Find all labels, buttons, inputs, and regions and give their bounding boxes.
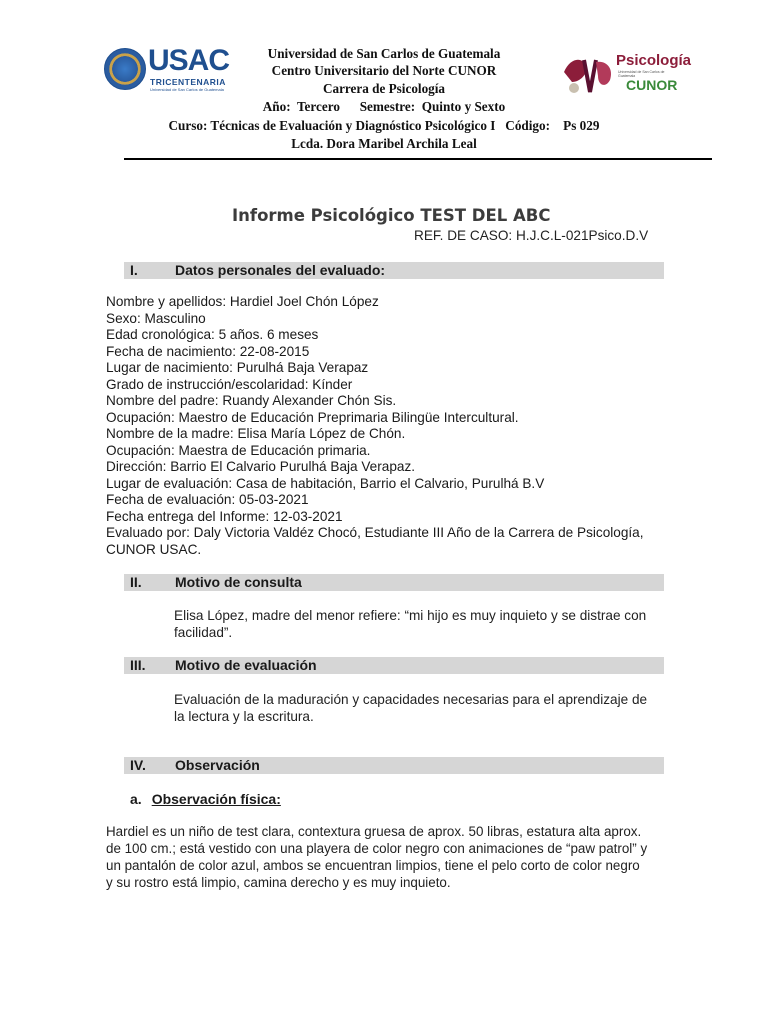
section-heading-consulta bbox=[124, 574, 664, 591]
data-line: Ocupación: Maestra de Educación primaria. bbox=[106, 442, 371, 458]
personal-data-list bbox=[106, 294, 666, 558]
data-line: Edad cronológica: 5 años. 6 meses bbox=[106, 327, 319, 342]
paragraph-line: y su rostro está limpio, camina derecho y es muy inquieto. bbox=[106, 875, 451, 890]
data-line: Fecha entrega del Informe: 12-03-2021 bbox=[106, 508, 343, 524]
paragraph-line: un pantalón de color azul, ambos se encuentran limpios, tiene el pelo corto de color negro bbox=[106, 858, 640, 873]
header-course: Curso: Técnicas de Evaluación y Diagnóstico Psicológico I Código: Ps 029 bbox=[168, 118, 600, 133]
section-number: IV. bbox=[130, 757, 146, 773]
data-line: Fecha de evaluación: 05-03-2021 bbox=[106, 492, 309, 507]
data-line: Lugar de nacimiento: Purulhá Baja Verapaz bbox=[106, 360, 369, 375]
paragraph-line: facilidad”. bbox=[174, 625, 233, 640]
paragraph-line: la lectura y la escritura. bbox=[174, 709, 314, 724]
paragraph-line: de 100 cm.; está vestido con una playera de color negro con animaciones de “paw patrol” y bbox=[106, 841, 648, 856]
usac-logo-tagline: Universidad de San Carlos de Guatemala bbox=[150, 87, 224, 92]
data-line: Nombre y apellidos: Hardiel Joel Chón López bbox=[106, 294, 379, 309]
data-line: Nombre de la madre: Elisa María López de Chón. bbox=[106, 426, 406, 441]
subsection-heading-fisica bbox=[130, 791, 281, 807]
data-line: Evaluado por: Daly Victoria Valdéz Chocó, Estudiante III Año de la Carrera de Psicología, bbox=[106, 525, 644, 540]
data-line: Dirección: Barrio El Calvario Purulhá Baja Verapaz. bbox=[106, 459, 416, 474]
section-title: Motivo de consulta bbox=[175, 574, 302, 590]
header-university: Universidad de San Carlos de Guatemala bbox=[267, 46, 501, 61]
document-title: Informe Psicológico TEST DEL ABC bbox=[232, 206, 551, 225]
cunor-logo-text: CUNOR bbox=[626, 77, 678, 93]
subsection-title: Observación física: bbox=[151, 791, 281, 807]
data-line: Fecha de nacimiento: 22-08-2015 bbox=[106, 343, 310, 359]
paragraph-line: Evaluación de la maduración y capacidades necesarias para el aprendizaje de bbox=[174, 692, 648, 707]
header-professor: Lcda. Dora Maribel Archila Leal bbox=[291, 136, 477, 151]
header-year-semester: Año: Tercero Semestre: Quinto y Sexto bbox=[262, 99, 506, 114]
header-career: Carrera de Psicología bbox=[322, 81, 446, 96]
section-title: Datos personales del evaluado: bbox=[175, 262, 386, 278]
data-line: Sexo: Masculino bbox=[106, 310, 206, 326]
section-number: II. bbox=[130, 574, 142, 590]
header-center: Centro Universitario del Norte CUNOR bbox=[271, 63, 497, 78]
evaluacion-paragraph bbox=[174, 691, 664, 725]
section-number: III. bbox=[130, 657, 146, 673]
case-reference: REF. DE CASO: H.J.C.L-021Psico.D.V bbox=[414, 228, 649, 243]
paragraph-line: Hardiel es un niño de test clara, contextura gruesa de aprox. 50 libras, estatura alta aprox. bbox=[106, 824, 642, 839]
observacion-paragraph bbox=[106, 823, 666, 891]
usac-logo-text: USAC bbox=[148, 44, 230, 77]
section-title: Observación bbox=[175, 757, 260, 773]
data-line: CUNOR USAC. bbox=[106, 541, 202, 557]
paragraph-line: Elisa López, madre del menor refiere: “mi hijo es muy inquieto y se distrae con bbox=[174, 608, 647, 623]
section-title: Motivo de evaluación bbox=[175, 657, 317, 673]
psicologia-logo-tagline: Universidad de San Carlos de Guatemala bbox=[618, 70, 665, 78]
subsection-letter: a. bbox=[130, 791, 142, 807]
header-divider bbox=[124, 158, 712, 160]
section-heading-datos bbox=[124, 262, 664, 279]
section-heading-observacion bbox=[124, 757, 664, 774]
section-heading-evaluacion bbox=[124, 657, 664, 674]
data-line: Lugar de evaluación: Casa de habitación, Barrio el Calvario, Purulhá B.V bbox=[106, 475, 545, 491]
consulta-paragraph bbox=[174, 607, 664, 641]
psicologia-logo-text: Psicología bbox=[616, 52, 692, 69]
data-line: Grado de instrucción/escolaridad: Kínder bbox=[106, 376, 353, 392]
data-line: Ocupación: Maestro de Educación Preprimaria Bilingüe Intercultural. bbox=[106, 409, 519, 425]
section-number: I. bbox=[130, 262, 138, 278]
data-line: Nombre del padre: Ruandy Alexander Chón Sis. bbox=[106, 393, 397, 408]
usac-logo-subtitle: TRICENTENARIA bbox=[150, 77, 226, 87]
